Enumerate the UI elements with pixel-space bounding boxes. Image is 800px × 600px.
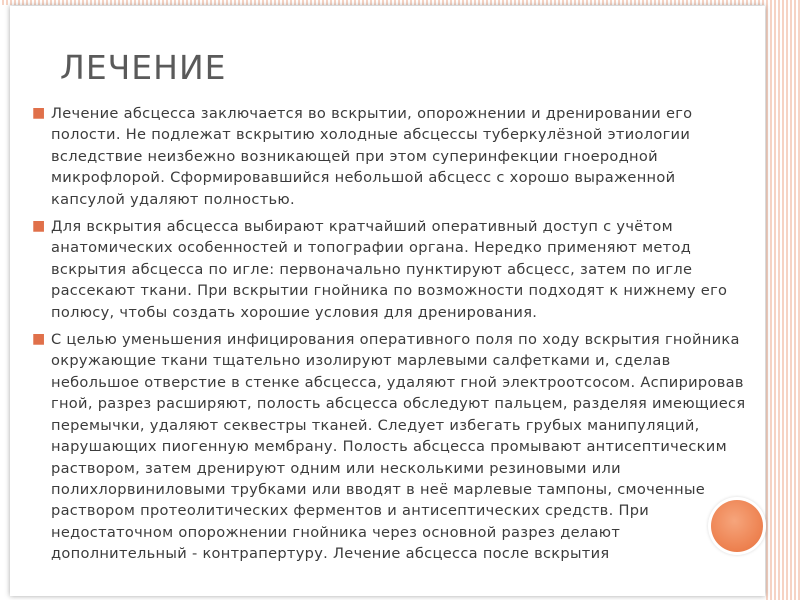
bullet-text: Лечение абсцесса заключается во вскрытии, опорожнении и дренировании его полости. Не подлежат вскрытию холодные абсцессы туберкулёзной этиологии вследствие неизбежно возникающей при этом суперинфекции гноеродной микрофлорой. Сформировавшийся небольшой абсцесс с хорошо выраженной капсулой удаляют полностью. [51,105,693,208]
decorative-stripe-top [0,0,800,5]
slide-title: ЛЕЧЕНИЕ [60,48,227,87]
bullet-item [30,329,748,564]
decorative-stripe-right [764,0,800,600]
bullet-marker-icon: ■ [32,331,46,348]
bullet-item [30,103,748,210]
bullet-list [30,103,748,596]
bullet-item [30,216,748,323]
bullet-text: Для вскрытия абсцесса выбирают кратчайший оперативный доступ с учётом анатомических особенностей и топографии органа. Нередко применяют метод вскрытия абсцесса по игле: первоначально пунктируют абсцесс, затем по игле рассекают ткани. При вскрытии гнойника по возможности подходят к нижнему его полюсу, чтобы создать хорошие условия для дренирования. [51,218,728,321]
bullet-marker-icon: ■ [32,105,46,121]
bullet-marker-icon: ■ [32,218,46,235]
decorative-orange-circle [711,500,763,552]
bullet-text: С целью уменьшения инфицирования оперативного поля по ходу вскрытия гнойника окружающие ткани тщательно изолируют марлевыми салфетками и, сделав небольшое отверстие в стенке абсцесса, удаляют гной электроотсосом. Аспирировав гной, разрез расширяют, полость абсцесса обследуют пальцем, разделяя имеющиеся перемычки, удаляют секвестры тканей. Следует избегать грубых манипуляций, нарушающих пиогенную мембрану. Полость абсцесса промывают антисептическим раствором, затем дренируют одним или несколькими резиновыми или полихлорвиниловыми трубками или вводят в неё марлевые тампоны, смоченные раствором протеолитических ферментов и антисептических средств. При недостаточном опорожнении гнойника через основной разрез делают дополнительный - контрапертуру. Лечение абсцесса после вскрытия [51,331,746,563]
